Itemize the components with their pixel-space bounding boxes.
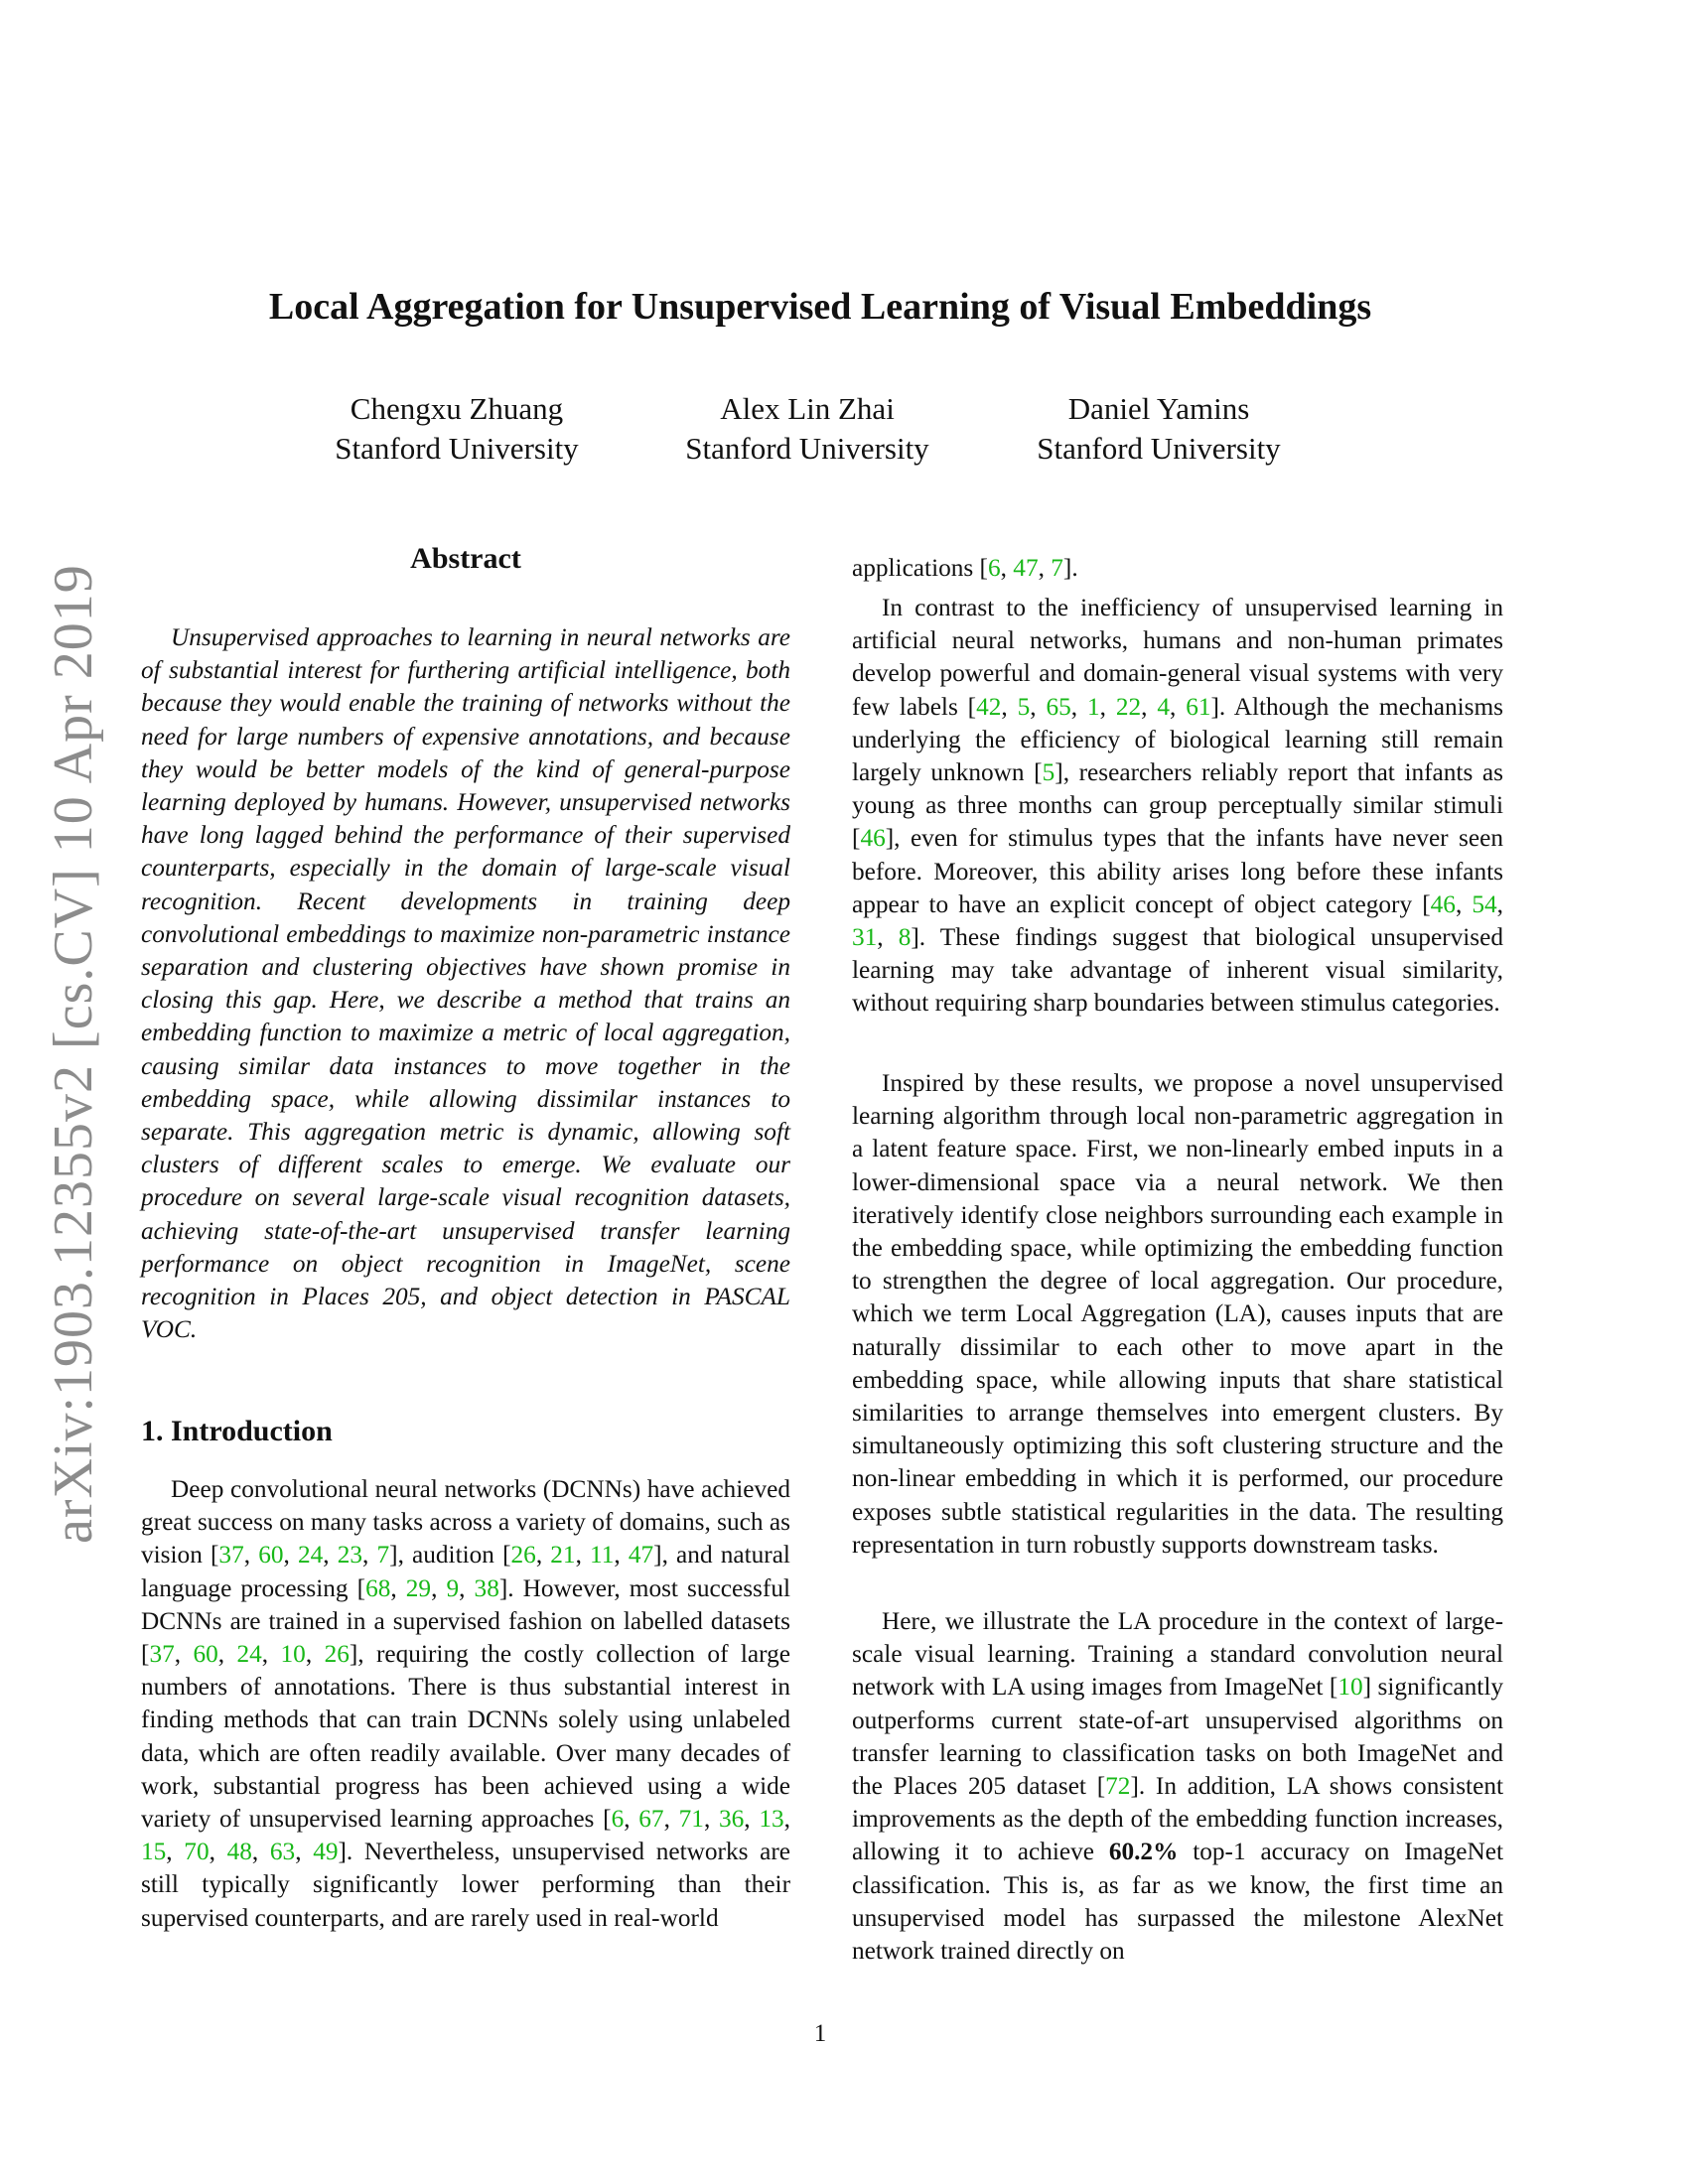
citation-link[interactable]: 70 [184,1838,210,1866]
citation-link[interactable]: 23 [337,1541,363,1570]
citation-link[interactable]: 26 [324,1640,350,1669]
author-affiliation: Stanford University [685,431,929,466]
citation-link[interactable]: 48 [226,1838,252,1866]
citation-link[interactable]: 38 [474,1573,499,1602]
citation-link[interactable]: 7 [376,1541,390,1570]
bold-value: 60.2% [1108,1838,1179,1866]
citation-link[interactable]: 36 [719,1805,745,1834]
author-name: Chengxu Zhuang [350,391,564,426]
author-affiliation: Stanford University [335,431,579,466]
citation-link[interactable]: 47 [628,1541,654,1570]
citation-link[interactable]: 21 [550,1541,576,1570]
citation-link[interactable]: 15 [141,1838,167,1866]
author-name: Daniel Yamins [1067,391,1250,426]
citation-link[interactable]: 10 [1337,1673,1363,1702]
citation-link[interactable]: 71 [678,1805,704,1834]
citation-link[interactable]: 5 [1042,758,1055,787]
citation-link[interactable]: 63 [269,1838,296,1866]
citation-link[interactable]: 46 [860,824,886,853]
citation-link[interactable]: 6 [987,554,1001,582]
section-heading-introduction: 1. Introduction [141,1415,333,1447]
author-block [1010,389,1308,469]
citation-link[interactable]: 11 [590,1541,615,1570]
abstract-heading: Abstract [410,542,521,575]
citation-link[interactable]: 1 [1086,692,1100,721]
page-number: 1 [813,2020,827,2047]
citation-link[interactable]: 54 [1472,889,1497,918]
citation-link[interactable]: 13 [759,1805,784,1834]
intro-paragraph-4: Here, we illustrate the LA procedure in the context of large-scale visual learning. Training a standard convolution neural network with LA using images from ImageNet [10] significantly outperforms current state-of-art unsupervised algorithms on transfer learning to classification tasks on both ImageNet and the Places 205 dataset [72]. In addition, LA shows consistent improvements as the depth of the embedding function increases, allowing it to achieve 60.2% top-1 accuracy on ImageNet classification. This is, as far as we know, the first time an unsupervised model has surpassed the milestone AlexNet network trained directly on [852,1607,1504,1966]
citation-link[interactable]: 7 [1051,554,1063,582]
citation-link[interactable]: 61 [1186,692,1211,721]
citation-link[interactable]: 8 [898,923,912,952]
author-affiliation: Stanford University [1037,431,1281,466]
citation-link[interactable]: 4 [1157,692,1170,721]
citation-link[interactable]: 60 [258,1541,284,1570]
citation-link[interactable]: 22 [1115,692,1142,721]
citation-link[interactable]: 24 [297,1541,324,1570]
citation-link[interactable]: 31 [852,923,878,952]
citation-link[interactable]: 37 [218,1541,244,1570]
intro-paragraph-1: Deep convolutional neural networks (DCNNs) have achieved great success on many tasks across a variety of domains, such as vision [37, 60, 24, 23, 7], audition [26, 21, 11, 47], and natural language processing [68, 29, 9, 38]. However, most successful DCNNs are trained in a supervised fashion on labelled datasets [37, 60, 24, 10, 26], requiring the costly collection of large numbers of annotations. There is thus substantial interest in finding methods that can train DCNNs solely using unlabeled data, which are often readily available. Over many decades of work, substantial progress has been achieved using a wide variety of unsupervised learning approaches [6, 67, 71, 36, 13, 15, 70, 48, 63, 49]. Nevertheless, unsupervised networks are still typically significantly lower performing than their supervised counterparts, and are rarely used in real-world [141,1475,790,1932]
citation-link[interactable]: 65 [1046,692,1071,721]
author-name: Alex Lin Zhai [720,391,895,426]
citation-link[interactable]: 5 [1017,692,1031,721]
citation-link[interactable]: 60 [193,1640,218,1669]
citation-link[interactable]: 9 [446,1573,460,1602]
citation-link[interactable]: 47 [1013,554,1039,582]
intro-paragraph-2: In contrast to the inefficiency of unsupervised learning in artificial neural networks, humans and non-human primates develop powerful and domain-general visual systems with very few labels [42, 5, 65, 1, 22, 4, 61]. Although the mechanisms underlying the efficiency of biological learning still remain largely unknown [5], researchers reliably report that infants as young as three months can group perceptually similar stimuli [46], even for stimulus types that the infants have never seen before. Moreover, this ability arises long before these infants appear to have an explicit concept of object category [46, 54, 31, 8]. These findings suggest that biological unsupervised learning may take advantage of inherent visual similarity, without requiring sharp boundaries between stimulus categories. [852,594,1503,1018]
citation-link[interactable]: 68 [365,1573,391,1602]
citation-link[interactable]: 29 [405,1573,432,1602]
citation-link[interactable]: 37 [149,1640,175,1669]
citation-link[interactable]: 67 [638,1805,664,1834]
citation-link[interactable]: 26 [510,1541,536,1570]
citation-link[interactable]: 24 [236,1640,262,1669]
abstract-text: Unsupervised approaches to learning in neural networks are of substantial interest for furthering artificial intelligence, both because they would enable the training of networks without the need for large numbers of expensive annotations, and because they would be better models of the kind of general-purpose learning deployed by humans. However, unsupervised networks have long lagged behind the performance of their supervised counterparts, especially in the domain of large-scale visual recognition. Recent developments in training deep convolutional embeddings to maximize non-parametric instance separation and clustering objectives have shown promise in closing this gap. Here, we describe a method that trains an embedding function to maximize a metric of local aggregation, causing similar data instances to move together in the embedding space, while allowing dissimilar instances to separate. This aggregation metric is dynamic, allowing soft clusters of different scales to emerge. We evaluate our procedure on several large-scale visual recognition datasets, achieving state-of-the-art unsupervised transfer learning performance on object recognition in ImageNet, scene recognition in Places 205, and object detection in PASCAL VOC. [141,623,790,1344]
citation-link[interactable]: 42 [976,692,1002,721]
citation-link[interactable]: 6 [611,1805,625,1834]
author-block [308,389,606,469]
intro-paragraph-3: Inspired by these results, we propose a novel unsupervised learning algorithm through local non-parametric aggregation in a latent feature space. First, we non-linearly embed inputs in a lower-dimensional space via a neural network. We then iteratively identify close neighbors surrounding each example in the embedding space, while optimizing the embedding function to strengthen the degree of local aggregation. Our procedure, which we term Local Aggregation (LA), causes inputs that are naturally dissimilar to each other to move apart in the embedding space, while allowing inputs that share statistical similarities to arrange themselves into emergent clusters. By simultaneously optimizing this soft clustering structure and the non-linear embedding in which it is performed, our procedure exposes subtle statistical regularities in the data. The resulting representation in turn robustly supports downstream tasks. [852,1069,1503,1559]
paper-title: Local Aggregation for Unsupervised Learning of Visual Embeddings [268,286,1372,328]
citation-link[interactable]: 10 [280,1640,306,1669]
citation-link[interactable]: 46 [1430,889,1456,918]
citation-link[interactable]: 72 [1105,1772,1131,1801]
author-block [658,389,956,469]
intro-paragraph-1-continued: applications [6, 47, 7]. [852,554,1078,582]
arxiv-side-stamp: arXiv:1903.12355v2 [cs.CV] 10 Apr 2019 [43,564,104,1544]
citation-link[interactable]: 49 [313,1838,339,1866]
